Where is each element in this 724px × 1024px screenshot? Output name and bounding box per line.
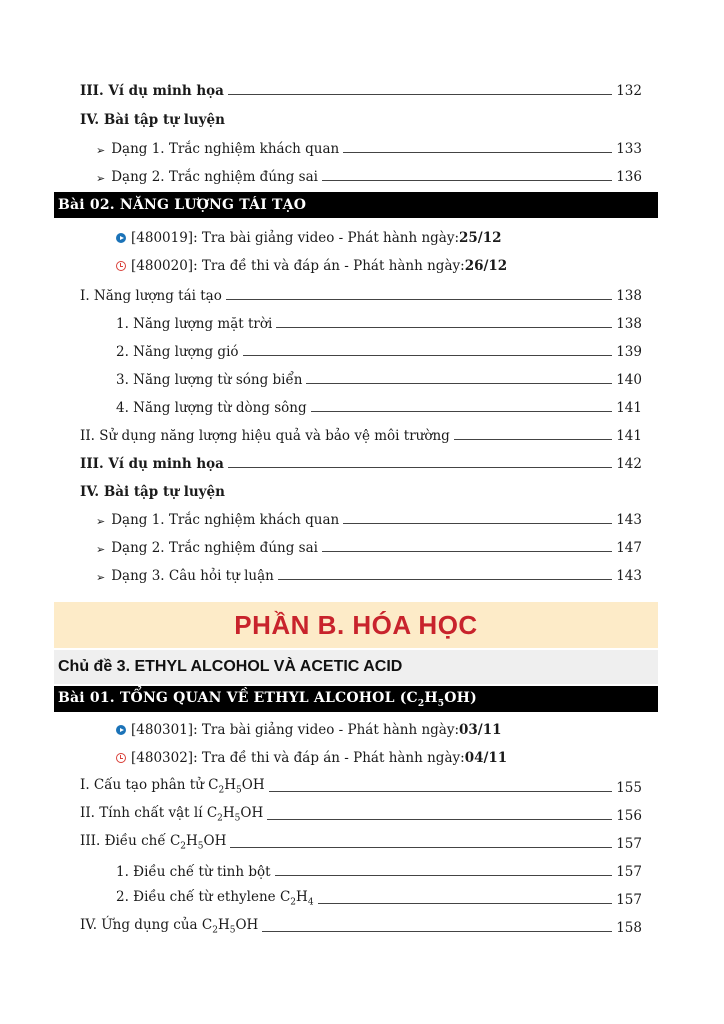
part-title: PHẦN B. HÓA HỌC [234,609,478,640]
leader-line [278,579,612,580]
leader-line [230,847,612,848]
leader-line [243,355,613,356]
toc-entry-text: 2. Năng lượng gió [116,344,239,360]
topic-title: Chủ đề 3. ETHYL ALCOHOL VÀ ACETIC ACID [58,658,403,675]
toc-entry-text: 3. Năng lượng từ sóng biển [116,372,303,388]
toc-entry[interactable] [80,424,642,444]
toc-page-number: 138 [616,288,642,304]
toc-entry[interactable] [80,916,642,936]
clock-icon [116,753,126,763]
toc-entry-text: 2. Điều chế từ ethylene $C_2H_4$ [116,889,314,908]
toc-page-number: 157 [616,836,642,852]
release-date: 26/12 [464,258,508,274]
arrow-bullet-icon: ➢ [96,172,106,185]
toc-entry[interactable] [116,312,642,332]
toc-entry[interactable] [96,137,642,157]
toc-entry-text: Dạng 2. Trắc nghiệm đúng sai [111,169,318,185]
part-title-banner [54,602,658,648]
toc-page-number: 157 [616,864,642,880]
toc-page-number: 140 [616,372,642,388]
leader-line [454,439,612,440]
leader-line [267,819,612,820]
toc-entry-text: II. Sử dụng năng lượng hiệu quả và bảo vệ môi trường [80,428,450,444]
toc-page-number: 158 [616,920,642,936]
toc-entry[interactable] [80,452,642,472]
toc-entry-text: II. Tính chất vật lí $C_2H_5OH$ [80,805,264,824]
toc-entry[interactable] [96,508,642,528]
leader-line [276,327,612,328]
link-text: [480301]: Tra bài giảng video - Phát hành ngày: [131,722,460,738]
toc-page-number: 156 [616,808,642,824]
lesson-header-bar [54,192,658,218]
leader-line [311,411,613,412]
video-lecture-link[interactable] [116,720,502,740]
toc-entry-text: I. Năng lượng tái tạo [80,288,222,304]
toc-page-number: 143 [616,512,642,528]
toc-entry-text: 1. Điều chế từ tinh bột [116,864,271,880]
toc-entry[interactable] [96,564,642,584]
toc-entry[interactable] [80,776,642,796]
toc-page-number: 136 [616,169,642,185]
toc-entry-text: I. Cấu tạo phân tử $C_2H_5OH$ [80,777,265,796]
leader-line [322,551,612,552]
toc-page-number: 141 [616,428,642,444]
toc-entry[interactable] [96,536,642,556]
leader-line [306,383,612,384]
toc-entry[interactable] [80,79,642,99]
toc-entry-text: III. Ví dụ minh họa [80,83,224,99]
leader-line [322,180,612,181]
toc-entry-text: Dạng 3. Câu hỏi tự luận [111,568,274,584]
toc-entry[interactable] [96,165,642,185]
lesson-header-bar [54,686,658,712]
leader-line [228,467,612,468]
leader-line [269,791,613,792]
toc-entry[interactable] [116,860,642,880]
toc-entry[interactable] [80,284,642,304]
leader-line [318,903,613,904]
toc-page-number: 155 [616,780,642,796]
exam-answer-link[interactable] [116,256,507,276]
toc-entry-text: IV. Bài tập tự luyện [80,484,225,500]
toc-page-number: 157 [616,892,642,908]
toc-page-number: 139 [616,344,642,360]
toc-page-number: 132 [616,83,642,99]
toc-entry[interactable] [116,368,642,388]
release-date: 03/11 [459,722,502,738]
leader-line [228,94,612,95]
toc-entry-text: IV. Bài tập tự luyện [80,112,225,128]
play-icon [116,233,126,243]
toc-page-number: 138 [616,316,642,332]
arrow-bullet-icon: ➢ [96,571,106,584]
toc-page-number: 133 [616,141,642,157]
leader-line [343,523,612,524]
lesson-title: Bài 02. NĂNG LƯỢNG TÁI TẠO [58,197,307,213]
toc-entry[interactable] [80,832,642,852]
toc-entry[interactable] [80,804,642,824]
toc-entry-text: Dạng 2. Trắc nghiệm đúng sai [111,540,318,556]
arrow-bullet-icon: ➢ [96,543,106,556]
link-text: [480302]: Tra đề thi và đáp án - Phát hành ngày: [131,750,465,766]
clock-icon [116,261,126,271]
video-lecture-link[interactable] [116,228,502,248]
toc-entry[interactable] [116,340,642,360]
toc-entry[interactable] [116,888,642,908]
arrow-bullet-icon: ➢ [96,515,106,528]
exam-answer-link[interactable] [116,748,507,768]
leader-line [275,875,613,876]
lesson-title: Bài 01. TỔNG QUAN VỀ ETHYL ALCOHOL $(C_2H_5OH)$ [58,689,477,709]
leader-line [343,152,612,153]
arrow-bullet-icon: ➢ [96,144,106,157]
toc-entry-text: IV. Ứng dụng của $C_2H_5OH$ [80,917,259,936]
toc-entry-text: 4. Năng lượng từ dòng sông [116,400,307,416]
link-text: [480020]: Tra đề thi và đáp án - Phát hành ngày: [131,258,465,274]
topic-header [54,650,658,684]
toc-entry[interactable] [116,396,642,416]
toc-entry-text: III. Điều chế $C_2H_5OH$ [80,833,227,852]
leader-line [226,299,612,300]
play-icon [116,725,126,735]
toc-page-number: 141 [616,400,642,416]
toc-entry-text: 1. Năng lượng mặt trời [116,316,273,332]
toc-page-number: 143 [616,568,642,584]
toc-entry[interactable] [80,108,642,128]
release-date: 25/12 [459,230,502,246]
link-text: [480019]: Tra bài giảng video - Phát hành ngày: [131,230,460,246]
leader-line [262,931,612,932]
toc-page-number: 147 [616,540,642,556]
toc-entry-text: Dạng 1. Trắc nghiệm khách quan [111,512,340,528]
toc-entry[interactable] [80,480,642,500]
release-date: 04/11 [464,750,508,766]
toc-entry-text: III. Ví dụ minh họa [80,456,224,472]
toc-page-number: 142 [616,456,642,472]
toc-entry-text: Dạng 1. Trắc nghiệm khách quan [111,141,340,157]
